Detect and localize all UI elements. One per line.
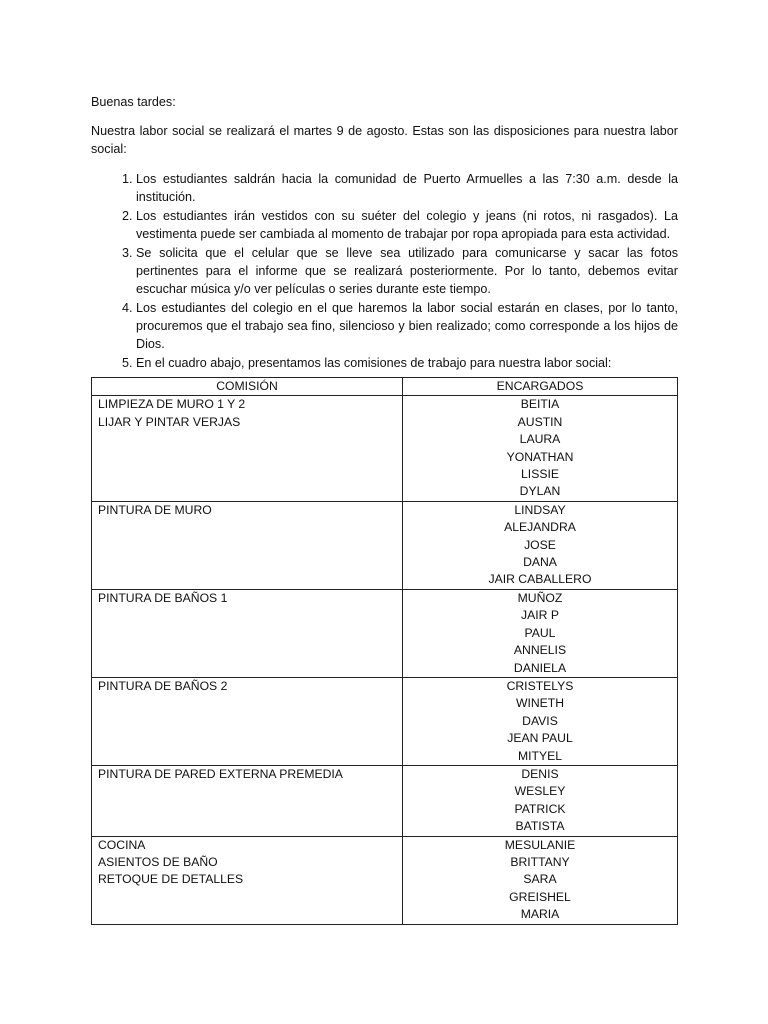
- encargados-cell: [403, 589, 678, 677]
- greeting-text: Buenas tardes:: [91, 95, 176, 109]
- comision-cell: [92, 589, 403, 677]
- encargados-cell: [403, 501, 678, 589]
- encargado-name: BEITIA: [520, 397, 560, 412]
- encargado-name: ANNELIS: [513, 643, 567, 658]
- table-row: [92, 396, 678, 501]
- commissions-table: [91, 377, 678, 925]
- encargado-name: MESULANIE: [504, 837, 576, 852]
- header-encargados: ENCARGADOS: [403, 378, 678, 396]
- encargado-name: JOSE: [524, 537, 556, 552]
- encargado-name: SARA: [523, 872, 557, 887]
- encargado-name: DAVIS: [522, 713, 558, 728]
- comision-name: PINTURA DE PARED EXTERNA PREMEDIA: [98, 766, 343, 781]
- instructions-list: [91, 170, 678, 372]
- encargado-name: JAIR CABALLERO: [488, 572, 592, 587]
- comision-name: PINTURA DE MURO: [98, 502, 212, 517]
- encargado-name: JAIR P: [521, 608, 559, 623]
- instruction-item: 4. Los estudiantes del colegio en el que haremos la labor social estarán en clases, por lo tanto, procuremos que el trabajo sea fino, silencioso y bien realizado; como corresponde a los hijos de Dios.: [136, 299, 678, 353]
- comision-name: COCINA: [98, 837, 146, 852]
- comision-cell: [92, 501, 403, 589]
- encargado-name: DYLAN: [519, 484, 561, 499]
- comision-name: PINTURA DE BAÑOS 1: [98, 590, 228, 605]
- table-row: [92, 589, 678, 677]
- encargado-name: LINDSAY: [514, 502, 566, 517]
- encargados-cell: [403, 677, 678, 765]
- comision-cell: [92, 677, 403, 765]
- table-row: [92, 501, 678, 589]
- comision-name: RETOQUE DE DETALLES: [98, 872, 244, 887]
- encargados-cell: [403, 396, 678, 501]
- encargado-name: MUÑOZ: [517, 590, 563, 605]
- table-row: [92, 765, 678, 836]
- encargados-cell: [403, 765, 678, 836]
- comision-name: ASIENTOS DE BAÑO: [98, 854, 218, 869]
- encargado-name: PATRICK: [514, 801, 566, 816]
- encargados-cell: [403, 836, 678, 924]
- encargado-name: MITYEL: [517, 748, 563, 763]
- encargado-name: DANIELA: [513, 660, 567, 675]
- comision-name: LIJAR Y PINTAR VERJAS: [98, 414, 241, 429]
- table-header-row: [92, 378, 678, 396]
- encargado-name: LISSIE: [521, 467, 559, 482]
- header-comision: COMISIÓN: [92, 378, 403, 396]
- encargado-name: WINETH: [515, 696, 565, 711]
- encargado-name: BRITTANY: [510, 854, 570, 869]
- document-page: [91, 93, 678, 925]
- table-body: [92, 396, 678, 924]
- encargado-name: LAURA: [519, 432, 561, 447]
- table-row: [92, 836, 678, 924]
- instruction-item: 2. Los estudiantes irán vestidos con su suéter del colegio y jeans (ni rotos, ni rasgados). La vestimenta puede ser cambiada al momento de trabajar por ropa apropiada para esta actividad.: [136, 207, 678, 243]
- comision-cell: [92, 765, 403, 836]
- encargado-name: YONATHAN: [506, 449, 574, 464]
- instruction-item: 3. Se solicita que el celular que se lleve sea utilizado para comunicarse y sacar las fotos pertinentes para el informe que se realizará posteriormente. Por lo tanto, debemos evitar escuchar música y/o ver películas o series durante este tiempo.: [136, 244, 678, 298]
- table-row: [92, 677, 678, 765]
- instruction-item: 5. En el cuadro abajo, presentamos las comisiones de trabajo para nuestra labor social:: [136, 354, 678, 372]
- encargado-name: AUSTIN: [517, 414, 563, 429]
- instruction-item: 1. Los estudiantes saldrán hacia la comunidad de Puerto Armuelles a las 7:30 a.m. desde la institución.: [136, 170, 678, 206]
- encargado-name: DANA: [523, 555, 557, 570]
- comision-name: PINTURA DE BAÑOS 2: [98, 678, 228, 693]
- encargado-name: ALEJANDRA: [504, 520, 576, 535]
- encargado-name: GREISHEL: [509, 889, 571, 904]
- encargado-name: JEAN PAUL: [507, 731, 573, 746]
- encargado-name: WESLEY: [514, 784, 566, 799]
- intro-paragraph: Nuestra labor social se realizará el martes 9 de agosto. Estas son las disposiciones para nuestra labor social:: [91, 124, 678, 156]
- encargado-name: CRISTELYS: [506, 678, 574, 693]
- encargado-name: DENIS: [521, 766, 559, 781]
- comision-name: LIMPIEZA DE MURO 1 Y 2: [98, 397, 246, 412]
- encargado-name: MARIA: [520, 907, 560, 922]
- encargado-name: BATISTA: [515, 819, 565, 834]
- comision-cell: [92, 836, 403, 924]
- encargado-name: PAUL: [524, 625, 556, 640]
- comision-cell: [92, 396, 403, 501]
